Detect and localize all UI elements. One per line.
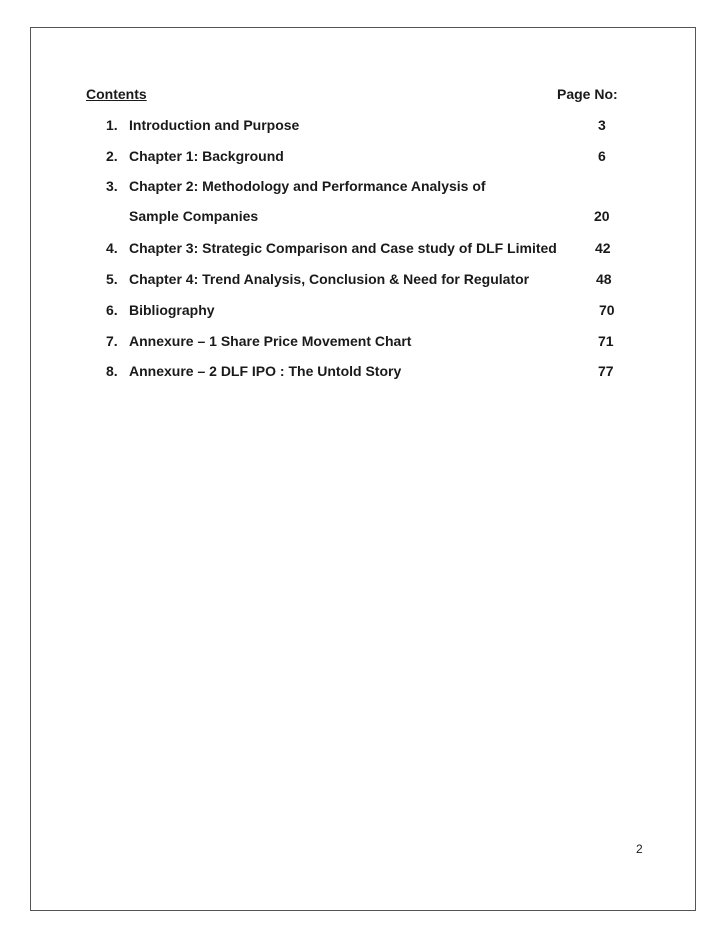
toc-entry-title: Chapter 1: Background: [129, 148, 284, 164]
toc-entry-number: 3.: [106, 178, 118, 194]
toc-entry-title: Chapter 2: Methodology and Performance Analysis of: [129, 178, 486, 194]
toc-entry-title: Introduction and Purpose: [129, 117, 300, 133]
toc-entry-5: [106, 271, 529, 287]
toc-entry-page: 77: [598, 363, 614, 379]
toc-entry-8: [106, 363, 401, 379]
toc-entry-page: 48: [596, 271, 612, 287]
toc-entry-page: 42: [595, 240, 611, 256]
toc-entry-number: 2.: [106, 148, 118, 164]
toc-entry-3: [106, 178, 486, 194]
toc-entry-page: 70: [599, 302, 615, 318]
toc-entry-title-continued: Sample Companies: [129, 208, 259, 224]
toc-entry-title: Chapter 4: Trend Analysis, Conclusion & Need for Regulator: [129, 271, 530, 287]
toc-entry-title: Chapter 3: Strategic Comparison and Case study of DLF Limited: [129, 240, 557, 256]
toc-entry-number: 4.: [106, 240, 118, 256]
footer-page-number: 2: [636, 842, 643, 856]
toc-entry-number: 6.: [106, 302, 118, 318]
toc-entry-title: Annexure – 2 DLF IPO : The Untold Story: [129, 363, 402, 379]
contents-heading: Contents: [86, 86, 147, 102]
page-number-heading: Page No:: [557, 86, 618, 102]
toc-entry-title: Bibliography: [129, 302, 215, 318]
toc-entry-number: 5.: [106, 271, 118, 287]
toc-entry-page: 3: [598, 117, 606, 133]
toc-entry-number: 8.: [106, 363, 118, 379]
toc-entry-6: [106, 302, 215, 318]
toc-entry-page: 20: [594, 208, 610, 224]
toc-entry-4: [106, 240, 557, 256]
toc-entry-number: 7.: [106, 333, 118, 349]
toc-entry-title: Annexure – 1 Share Price Movement Chart: [129, 333, 412, 349]
toc-entry-2: [106, 148, 284, 164]
toc-entry-1: [106, 117, 299, 133]
toc-entry-7: [106, 333, 411, 349]
toc-entry-number: 1.: [106, 117, 118, 133]
toc-entry-page: 71: [598, 333, 614, 349]
toc-entry-page: 6: [598, 148, 606, 164]
